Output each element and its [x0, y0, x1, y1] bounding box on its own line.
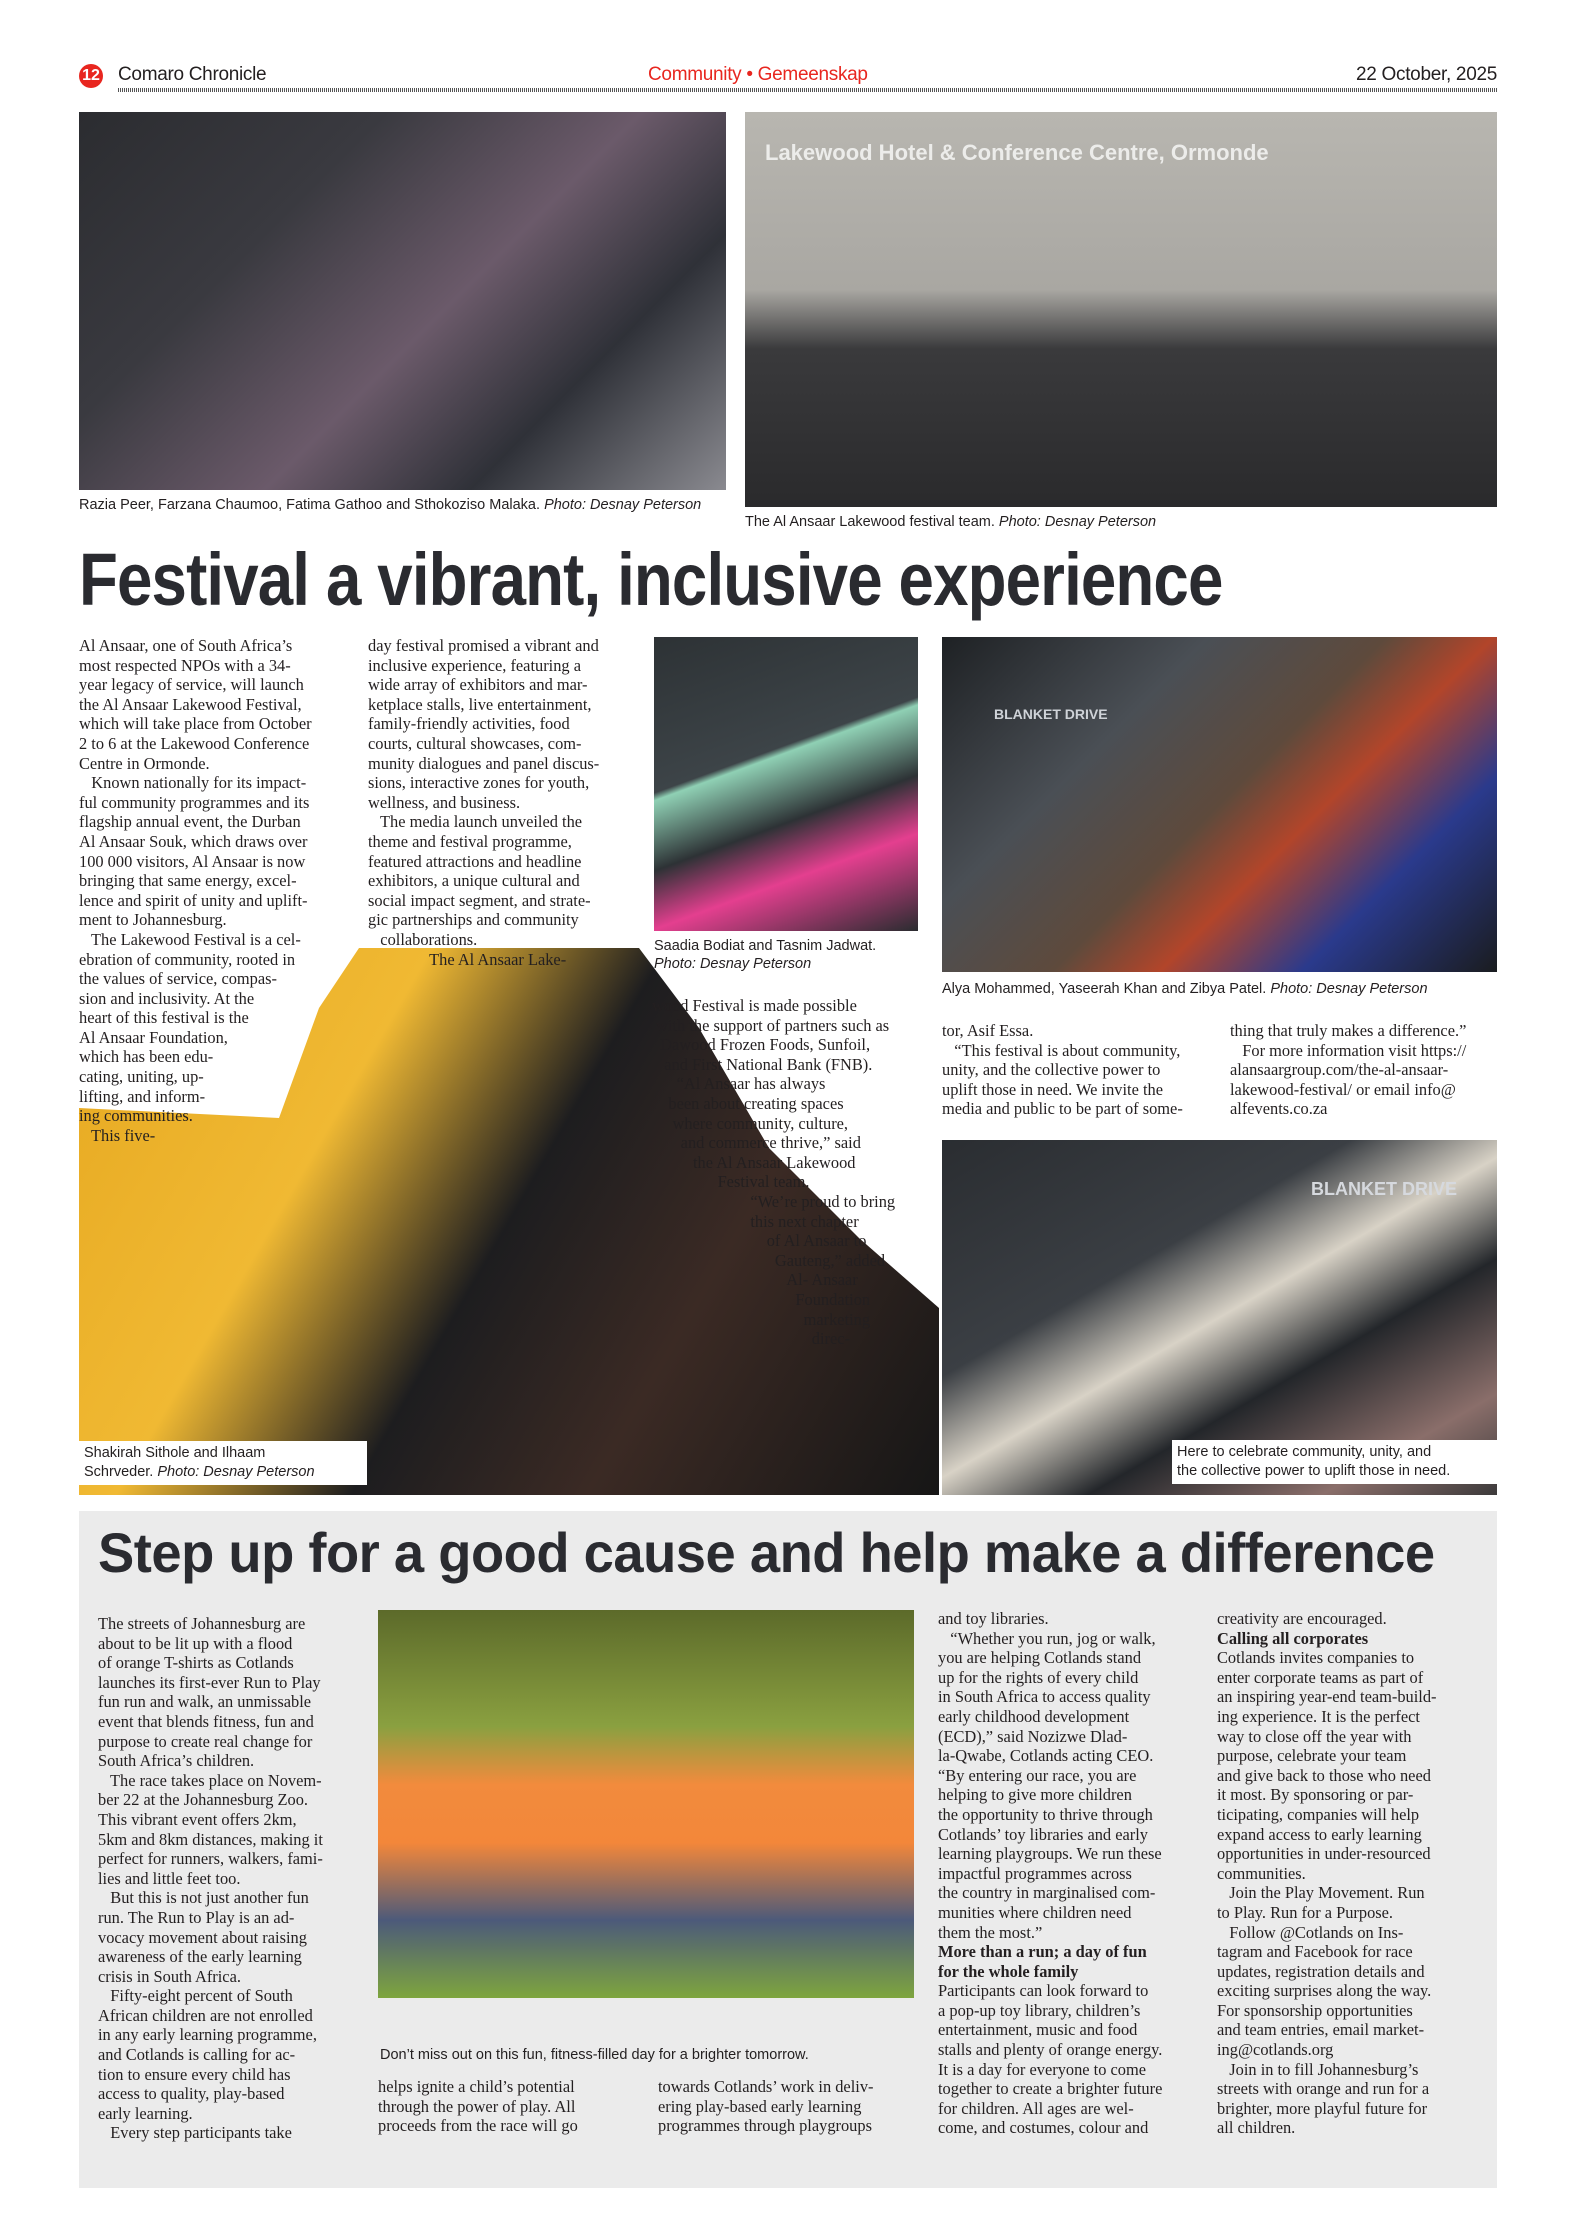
text-line: lifting, and inform- — [79, 1086, 206, 1106]
caption-line: Here to celebrate community, unity, and — [1177, 1444, 1432, 1460]
article2-column-1 — [98, 1614, 373, 2143]
text-line: perfect for runners, walkers, fami- — [98, 1849, 323, 1869]
caption-text: Don’t miss out on this fun, fitness-filled day for a brighter tomorrow. — [380, 2047, 809, 2063]
text-line: Every step participants take — [98, 2123, 292, 2143]
text-line: helps ignite a child’s potential — [378, 2077, 575, 2096]
photo-credit: Photo: Desnay Peterson — [1270, 981, 1428, 997]
text-line: ketplace stalls, live entertainment, — [368, 694, 592, 714]
text-line: sion and inclusivity. At the — [79, 988, 255, 1008]
text-line: impactful programmes across — [938, 1863, 1132, 1883]
banner-signage: BLANKET DRIVE — [994, 706, 1108, 722]
text-line: you are helping Cotlands stand — [938, 1648, 1142, 1668]
text-line: 100 000 visitors, Al Ansaar is now — [79, 851, 306, 871]
text-line: learning playgroups. We run these — [938, 1844, 1162, 1864]
column-5-part-b — [1217, 1648, 1492, 2138]
text-line: access to quality, play-based — [98, 2084, 285, 2104]
article2-column-4 — [938, 1609, 1210, 2138]
text-line: and First National Bank (FNB). — [652, 1054, 873, 1074]
photo7-caption — [380, 2046, 920, 2064]
photo3-caption — [654, 937, 924, 973]
text-line: entertainment, music and food — [938, 2020, 1138, 2040]
article1-headline: Festival a vibrant, inclusive experience — [79, 538, 1223, 621]
text-line: through the power of play. All — [378, 2096, 576, 2116]
text-line: purpose, celebrate your team — [1217, 1746, 1407, 1766]
text-line: opportunities in under-resourced — [1217, 1844, 1431, 1864]
caption-text: Saadia Bodiat and Tasnim Jadwat. — [654, 938, 877, 954]
text-line: ment to Johannesburg. — [79, 910, 227, 930]
text-line: and Cotlands is calling for ac- — [98, 2045, 296, 2065]
text-line: flagship annual event, the Durban — [79, 812, 301, 832]
caption-line: Schrveder. — [84, 1464, 154, 1480]
text-line: But this is not just another fun — [98, 1888, 309, 1908]
text-line: in any early learning programme, — [98, 2025, 317, 2045]
text-line: For sponsorship opportunities — [1217, 2000, 1413, 2020]
text-line: fun run and walk, an unmissable — [98, 1692, 312, 1712]
text-line: been about creating spaces — [652, 1093, 844, 1113]
text-line: creativity are encouraged. — [1217, 1609, 1387, 1628]
text-line: event that blends fitness, fun and — [98, 1711, 314, 1731]
page-number-badge: 12 — [79, 64, 103, 88]
text-line: ber 22 at the Johannesburg Zoo. — [98, 1790, 308, 1810]
text-line: ing communities. — [79, 1106, 193, 1126]
photo-festival-team — [745, 112, 1497, 507]
text-line: The media launch unveiled the — [368, 812, 583, 832]
text-line: where community, culture, — [652, 1113, 849, 1133]
subhead-calling-all-corporates: Calling all corporates — [1217, 1628, 1369, 1648]
text-line: for children. All ages are wel- — [938, 2098, 1134, 2118]
photo-credit: Photo: Desnay Peterson — [544, 497, 702, 513]
text-line: alfevents.co.za — [1230, 1099, 1328, 1119]
photo-alya-yaseerah-zibya — [942, 637, 1497, 972]
text-line: tagram and Facebook for race — [1217, 1942, 1413, 1962]
photo-credit: Photo: Desnay Peterson — [157, 1464, 315, 1480]
text-line: which will take place from October — [79, 714, 312, 734]
text-line: and toy libraries. — [938, 1609, 1049, 1628]
text-line: and give back to those who need — [1217, 1765, 1431, 1785]
text-line: the Al Ansaar Lakewood Festival, — [79, 694, 302, 714]
text-line: together to create a brighter future — [938, 2079, 1163, 2099]
text-line: brighter, more playful future for — [1217, 2098, 1428, 2118]
text-line: 5km and 8km distances, making it — [98, 1829, 323, 1849]
text-line: early learning. — [98, 2103, 193, 2123]
text-line: all children. — [1217, 2118, 1296, 2138]
text-line: updates, registration details and — [1217, 1961, 1425, 1981]
text-line: munities where children need — [938, 1902, 1132, 1922]
photo-credit: Photo: Desnay Peterson — [998, 514, 1157, 530]
article1-column-3 — [652, 996, 942, 1349]
text-line: day festival promised a vibrant and — [368, 636, 599, 655]
text-line: Cotlands’ toy libraries and early — [938, 1824, 1148, 1844]
text-line: crisis in South Africa. — [98, 1966, 241, 1986]
text-line: “Al Ansaar has always — [652, 1074, 826, 1094]
text-line: featured attractions and headline — [368, 851, 582, 871]
text-line: ful community programmes and its — [79, 792, 310, 812]
text-line: lence and spirit of unity and uplift- — [79, 890, 308, 910]
text-line: a pop-up toy library, children’s — [938, 2000, 1141, 2020]
text-line: of Al Ansaar to — [652, 1231, 867, 1251]
text-line: This five- — [79, 1125, 156, 1145]
text-line: For more information visit https:// — [1230, 1040, 1467, 1060]
photo-saadia-tasnim — [654, 637, 918, 931]
text-line: early childhood development — [938, 1706, 1130, 1726]
text-line: enter corporate teams as part of — [1217, 1667, 1424, 1687]
text-line: ering play-based early learning — [658, 2096, 862, 2116]
text-line: The Al Ansaar Lake- — [368, 949, 567, 969]
text-line: Al Ansaar Souk, which draws over — [79, 831, 308, 851]
text-line: Foundation — [652, 1289, 871, 1309]
text-line: The race takes place on Novem- — [98, 1770, 322, 1790]
text-line: Known nationally for its impact- — [79, 773, 307, 793]
article2-column-2 — [378, 2077, 638, 2136]
text-line: Fifty-eight percent of South — [98, 1986, 293, 2006]
text-line: this next chapter — [652, 1211, 859, 1231]
text-line: gic partnerships and community — [368, 910, 579, 930]
text-line: African children are not enrolled — [98, 2005, 313, 2025]
text-line: collaborations. — [368, 929, 478, 949]
text-line: Gauteng,” added — [652, 1250, 886, 1270]
text-line: to Play. Run for a Purpose. — [1217, 1902, 1394, 1922]
text-line: Join in to fill Johannesburg’s — [1217, 2059, 1419, 2079]
text-line: the opportunity to thrive through — [938, 1804, 1153, 1824]
photo1-caption — [79, 496, 729, 514]
article2-column-3 — [658, 2077, 918, 2136]
text-line: unity, and the collective power to — [942, 1060, 1161, 1080]
text-line: thing that truly makes a difference.” — [1230, 1021, 1467, 1040]
article1-column-4 — [942, 1021, 1212, 1119]
text-line: 2 to 6 at the Lakewood Conference — [79, 733, 310, 753]
text-line: and team entries, email market- — [1217, 2020, 1425, 2040]
article1-column-2 — [368, 636, 643, 969]
text-line: theme and festival programme, — [368, 831, 572, 851]
text-line: wood Festival is made possible — [652, 996, 857, 1015]
text-line: awareness of the early learning — [98, 1947, 302, 1967]
text-line: Festival team. — [652, 1172, 810, 1192]
venue-signage: Lakewood Hotel & Conference Centre, Ormonde — [765, 140, 1269, 165]
text-line: ing@cotlands.org — [1217, 2040, 1334, 2060]
text-line: helping to give more children — [938, 1785, 1132, 1805]
text-line: marketing — [652, 1309, 871, 1329]
text-line: alansaargroup.com/the-al-ansaar- — [1230, 1060, 1449, 1080]
text-line: up for the rights of every child — [938, 1667, 1139, 1687]
text-line: uplift those in need. We invite the — [942, 1079, 1163, 1099]
text-line: (ECD),” said Nozizwe Dlad- — [938, 1726, 1128, 1746]
column-4-part-a — [938, 1609, 1210, 1942]
text-line: wide array of exhibitors and mar- — [368, 675, 588, 695]
photo-credit: Photo: Desnay Peterson — [654, 956, 812, 972]
text-line: This vibrant event offers 2km, — [98, 1809, 297, 1829]
caption-line: Shakirah Sithole and Ilhaam — [84, 1445, 266, 1461]
photo2-caption — [745, 513, 1505, 531]
caption-text: The Al Ansaar Lakewood festival team. — [745, 514, 995, 530]
text-line: expand access to early learning — [1217, 1824, 1422, 1844]
text-line: social impact segment, and strate- — [368, 890, 591, 910]
text-line: Dawood Frozen Foods, Sunfoil, — [652, 1035, 871, 1055]
text-line: towards Cotlands’ work in deliv- — [658, 2077, 874, 2096]
text-line: in South Africa to access quality — [938, 1687, 1151, 1707]
text-line: family-friendly activities, food — [368, 714, 570, 734]
photo4-caption — [942, 980, 1502, 998]
text-line: ticipating, companies will help — [1217, 1804, 1420, 1824]
column-4-part-b — [938, 1981, 1210, 2138]
text-line: most respected NPOs with a 34- — [79, 655, 291, 675]
text-line: way to close off the year with — [1217, 1726, 1412, 1746]
text-line: More than a run; a day of fun — [938, 1942, 1147, 1962]
text-line: Al- Ansaar — [652, 1270, 858, 1290]
text-line: Centre in Ormonde. — [79, 753, 210, 773]
article2-headline: Step up for a good cause and help make a difference — [98, 1521, 1435, 1584]
text-line: an inspiring year-end team-build- — [1217, 1687, 1437, 1707]
text-line: direc- — [652, 1329, 851, 1349]
text-line: “We’re proud to bring — [652, 1191, 896, 1211]
photo5-caption — [1172, 1440, 1500, 1484]
text-line: exhibitors, a unique cultural and — [368, 871, 580, 891]
text-line: them the most.” — [938, 1922, 1043, 1942]
text-line: wellness, and business. — [368, 792, 521, 812]
text-line: It is a day for everyone to come — [938, 2059, 1146, 2079]
text-line: run. The Run to Play is an ad- — [98, 1907, 295, 1927]
header-rule — [118, 88, 1497, 92]
text-line: Al Ansaar Foundation, — [79, 1027, 228, 1047]
text-line: South Africa’s children. — [98, 1751, 255, 1771]
text-line: Participants can look forward to — [938, 1981, 1149, 2001]
text-line: the Al Ansaar Lakewood — [652, 1152, 856, 1172]
photo6-caption — [79, 1441, 367, 1485]
text-line: courts, cultural showcases, com- — [368, 733, 582, 753]
text-line: Join the Play Movement. Run — [1217, 1883, 1425, 1903]
text-line: heart of this festival is the — [79, 1008, 249, 1028]
article1-column-5 — [1230, 1021, 1500, 1119]
subhead-more-than-a-run — [938, 1942, 1210, 1981]
text-line: year legacy of service, will launch — [79, 675, 304, 695]
text-line: sions, interactive zones for youth, — [368, 773, 590, 793]
text-line: streets with orange and run for a — [1217, 2079, 1430, 2099]
text-line: tion to ensure every child has — [98, 2064, 291, 2084]
text-line: the country in marginalised com- — [938, 1883, 1156, 1903]
text-line: tor, Asif Essa. — [942, 1021, 1034, 1040]
text-line: ebration of community, rooted in — [79, 949, 296, 969]
text-line: ing experience. It is the perfect — [1217, 1706, 1420, 1726]
text-line: it most. By sponsoring or par- — [1217, 1785, 1414, 1805]
photo-runners-orange-shirts — [378, 1610, 914, 1998]
text-line: inclusive experience, featuring a — [368, 655, 581, 675]
caption-text: Alya Mohammed, Yaseerah Khan and Zibya Patel. — [942, 981, 1267, 997]
text-line: launches its first-ever Run to Play — [98, 1672, 321, 1692]
text-line: for the whole family — [938, 1961, 1079, 1981]
text-line: “Whether you run, jog or walk, — [938, 1628, 1156, 1648]
text-line: lakewood-festival/ or email info@ — [1230, 1079, 1456, 1099]
publication-name: Comaro Chronicle — [118, 64, 267, 85]
photo-group-four-women — [79, 112, 726, 490]
text-line: munity dialogues and panel discus- — [368, 753, 600, 773]
text-line: media and public to be part of some- — [942, 1099, 1183, 1119]
text-line: The Lakewood Festival is a cel- — [79, 929, 301, 949]
column-5-part-a — [1217, 1609, 1492, 1629]
text-line: communities. — [1217, 1863, 1306, 1883]
banner-signage: BLANKET DRIVE — [1310, 1179, 1457, 1199]
caption-text: Razia Peer, Farzana Chaumoo, Fatima Gathoo and Sthokoziso Malaka. — [79, 497, 541, 513]
caption-line: the collective power to uplift those in need. — [1177, 1463, 1451, 1479]
text-line: “By entering our race, you are — [938, 1765, 1137, 1785]
text-line: purpose to create real change for — [98, 1731, 313, 1751]
text-line: “This festival is about community, — [942, 1040, 1181, 1060]
text-line: the values of service, compas- — [79, 969, 277, 989]
text-line: exciting surprises along the way. — [1217, 1981, 1432, 2001]
text-line: come, and costumes, colour and — [938, 2118, 1149, 2138]
text-line: bringing that same energy, excel- — [79, 871, 297, 891]
text-line: and commerce thrive,” said — [652, 1133, 861, 1153]
text-line: stalls and plenty of orange energy. — [938, 2040, 1163, 2060]
text-line: Cotlands invites companies to — [1217, 1648, 1415, 1668]
article2-column-5 — [1217, 1609, 1492, 2138]
page-header — [79, 62, 1497, 92]
text-line: programmes through playgroups — [658, 2116, 872, 2136]
text-line: with the support of partners such as — [652, 1015, 890, 1035]
text-line: of orange T-shirts as Cotlands — [98, 1653, 294, 1673]
text-line: Al Ansaar, one of South Africa’s — [79, 636, 293, 655]
text-line: cating, uniting, up- — [79, 1067, 204, 1087]
text-line: lies and little feet too. — [98, 1868, 241, 1888]
text-line: vocacy movement about raising — [98, 1927, 307, 1947]
text-line: Follow @Cotlands on Ins- — [1217, 1922, 1404, 1942]
text-line: la-Qwabe, Cotlands acting CEO. — [938, 1746, 1154, 1766]
text-line: The streets of Johannesburg are — [98, 1614, 306, 1633]
issue-date: 22 October, 2025 — [1356, 64, 1497, 85]
text-line: proceeds from the race will go — [378, 2116, 578, 2136]
section-label: Community • Gemeenskap — [648, 64, 868, 85]
text-line: about to be lit up with a flood — [98, 1633, 293, 1653]
text-line: which has been edu- — [79, 1047, 214, 1067]
article1-column-1 — [79, 636, 351, 1145]
